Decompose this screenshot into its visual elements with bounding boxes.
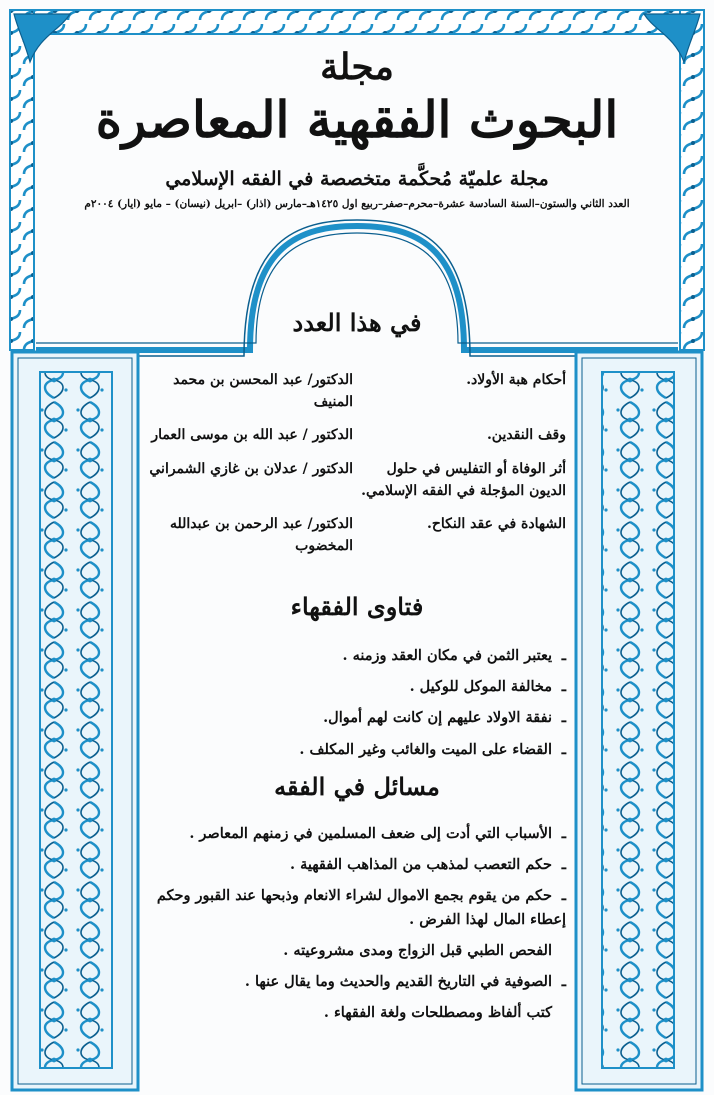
toc-topic: وقف النقدين. [486,427,566,444]
dash-bullet-icon: ـ [561,972,566,990]
fatawa-heading: فتاوى الفقهاء [290,592,424,621]
list-item: ـحكم من يقوم بجمع الاموال لشراء الانعام وذبحها عند القبور وحكم إعطاء المال لهذا الفرض . [148,884,566,930]
masail-heading: مسائل في الفقه [274,772,440,801]
dash-bullet-icon: ـ [561,678,566,696]
in-this-issue-heading: في هذا العدد [292,308,422,337]
magazine-subtitle: مجلة علميّة مُحكَّمة متخصصة في الفقه الإسلامي [165,168,549,190]
list-item: الفحص الطبي قبل الزواج ومدى مشروعيته . [283,941,552,959]
dash-bullet-icon: ـ [561,825,566,842]
dash-bullet-icon: ـ [561,709,566,727]
toc-author: الدكتور/ عبد المحسن بن محمد المنيف [173,372,353,410]
toc-author: الدكتور / عدلان بن غازي الشمراني [149,461,353,478]
fatawa-list [148,644,566,769]
toc-topic: أحكام هبة الأولاد. [466,372,566,388]
toc-author: الدكتور / عبد الله بن موسى العمار [151,427,353,444]
toc-entry [148,514,566,557]
list-item: ـنفقة الاولاد عليهم إن كانت لهم أموال. [148,706,566,729]
toc-topic: أثر الوفاة أو التفليس في حلول الديون المؤجلة في الفقه الإسلامي. [361,461,566,499]
dash-bullet-icon: ـ [561,856,566,874]
list-item: ـالصوفية في التاريخ القديم والحديث وما يقال عنها . [148,970,566,993]
list-item: ـيعتبر الثمن في مكان العقد وزمنه . [148,644,566,667]
toc-entry [148,370,566,413]
dash-bullet-icon: ـ [561,647,566,664]
list-item: ـالقضاء على الميت والغائب وغير المكلف . [148,738,566,761]
list-item: ـحكم التعصب لمذهب من المذاهب الفقهية . [148,853,566,876]
magazine-title: البحوث الفقهية المعاصرة [95,90,619,149]
list-item: ـالأسباب التي أدت إلى ضعف المسلمين في زمنهم المعاصر . [148,822,566,845]
magazine-label: مجلة [320,46,394,88]
list-item: كتب ألفاظ ومصطلحات ولغة الفقهاء . [323,1004,552,1022]
list-item: ـمخالفة الموكل للوكيل . [148,675,566,698]
toc-entry [148,459,566,502]
dash-bullet-icon: ـ [561,740,566,758]
dash-bullet-icon: ـ [561,887,566,905]
toc-topic: الشهادة في عقد النكاح. [427,516,566,533]
masail-list [148,822,566,1032]
issue-line: العدد الثاني والستون–السنة السادسة عشرة–محرم–صفر–ربيع اول ١٤٢٥هـ–مارس (اذار) –ابريل (نيسان) – مايو (ايار) ٢٠٠٤م [84,198,630,210]
toc-entry [148,425,566,447]
toc-author: الدكتور/ عبد الرحمن بن عبدالله المخضوب [170,516,353,555]
toc-list [148,370,566,570]
